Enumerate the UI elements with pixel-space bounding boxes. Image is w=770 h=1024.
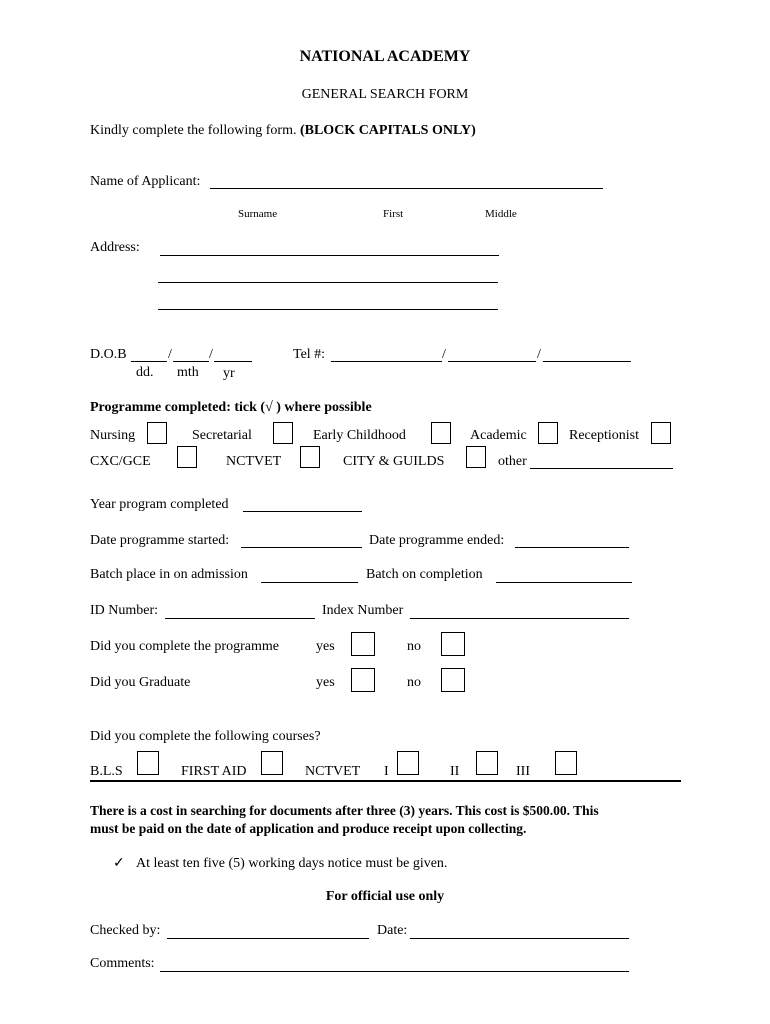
secretarial-checkbox[interactable] [273, 422, 293, 444]
early-childhood-label: Early Childhood [313, 428, 406, 443]
level-1-checkbox[interactable] [397, 751, 419, 775]
courses-question: Did you complete the following courses? [90, 729, 321, 744]
instruction-prefix: Kindly complete the following form. [90, 123, 300, 138]
batch-admission-label: Batch place in on admission [90, 567, 248, 582]
complete-programme-label: Did you complete the programme [90, 639, 279, 654]
tel-field-3[interactable] [543, 361, 631, 362]
first-aid-checkbox[interactable] [261, 751, 283, 775]
dob-separator-2: / [209, 347, 213, 362]
graduate-no-checkbox[interactable] [441, 668, 465, 692]
date-started-label: Date programme started: [90, 533, 230, 548]
graduate-label: Did you Graduate [90, 675, 191, 690]
address-line-3[interactable] [158, 309, 498, 310]
form-subtitle: GENERAL SEARCH FORM [301, 87, 469, 102]
surname-label: Surname [238, 208, 278, 220]
tel-separator-1: / [442, 347, 446, 362]
comments-label: Comments: [90, 956, 155, 971]
early-childhood-checkbox[interactable] [431, 422, 451, 444]
instruction-text [90, 123, 476, 139]
instruction-bold: (BLOCK CAPITALS ONLY) [299, 123, 476, 138]
tel-separator-2: / [537, 347, 541, 362]
dob-year-field[interactable] [214, 361, 252, 362]
address-line-1[interactable] [160, 255, 499, 256]
middle-name-label: Middle [485, 208, 517, 220]
address-label: Address: [90, 240, 140, 255]
academic-checkbox[interactable] [538, 422, 558, 444]
complete-programme-yes-checkbox[interactable] [351, 632, 375, 656]
first-name-label: First [383, 208, 404, 220]
official-use-heading: For official use only [325, 889, 445, 904]
batch-completion-field[interactable] [496, 582, 632, 583]
id-number-label: ID Number: [90, 603, 159, 618]
level-2-label: II [450, 764, 460, 779]
nursing-checkbox[interactable] [147, 422, 167, 444]
nctvet-label: NCTVET [226, 454, 282, 469]
other-label: other [498, 454, 527, 469]
index-number-field[interactable] [410, 618, 629, 619]
dob-dd-label: dd. [136, 365, 154, 380]
bls-label: B.L.S [90, 764, 123, 779]
cost-notice-line-1: There is a cost in searching for documents after three (3) years. This cost is $500.00. This [90, 803, 599, 818]
official-date-field[interactable] [410, 938, 629, 939]
complete-programme-no-label: no [407, 639, 421, 654]
bls-checkbox[interactable] [137, 751, 159, 775]
year-completed-label: Year program completed [90, 497, 229, 512]
date-started-field[interactable] [241, 547, 362, 548]
year-completed-field[interactable] [243, 511, 362, 512]
dob-yr-label: yr [223, 366, 235, 381]
dob-label: D.O.B [90, 347, 127, 362]
city-guilds-label: CITY & GUILDS [343, 454, 445, 469]
dob-mth-label: mth [177, 365, 199, 380]
dob-day-field[interactable] [131, 361, 167, 362]
cost-notice-line-2: must be paid on the date of application and produce receipt upon collecting. [90, 821, 527, 836]
secretarial-label: Secretarial [192, 428, 252, 443]
name-field[interactable] [210, 188, 603, 189]
dob-separator-1: / [168, 347, 172, 362]
tel-label: Tel #: [293, 347, 326, 362]
tel-field-2[interactable] [448, 361, 536, 362]
date-ended-field[interactable] [515, 547, 629, 548]
cxc-gce-checkbox[interactable] [177, 446, 197, 468]
receptionist-label: Receptionist [569, 428, 639, 443]
graduate-no-label: no [407, 675, 421, 690]
level-1-label: I [384, 764, 389, 779]
batch-completion-label: Batch on completion [366, 567, 483, 582]
graduate-yes-label: yes [316, 675, 335, 690]
checkmark-icon: ✓ [113, 856, 125, 871]
name-label: Name of Applicant: [90, 174, 201, 189]
page-title: NATIONAL ACADEMY [299, 48, 471, 65]
batch-admission-field[interactable] [261, 582, 358, 583]
nctvet-checkbox[interactable] [300, 446, 320, 468]
receptionist-checkbox[interactable] [651, 422, 671, 444]
academic-label: Academic [470, 428, 527, 443]
comments-field[interactable] [160, 971, 629, 972]
other-field[interactable] [530, 468, 673, 469]
complete-programme-yes-label: yes [316, 639, 335, 654]
complete-programme-no-checkbox[interactable] [441, 632, 465, 656]
nursing-label: Nursing [90, 428, 136, 443]
level-2-checkbox[interactable] [476, 751, 498, 775]
date-ended-label: Date programme ended: [369, 533, 505, 548]
dob-month-field[interactable] [173, 361, 209, 362]
nctvet-course-label: NCTVET [305, 764, 361, 779]
checked-by-label: Checked by: [90, 923, 161, 938]
id-number-field[interactable] [165, 618, 315, 619]
city-guilds-checkbox[interactable] [466, 446, 486, 468]
days-notice-text: At least ten five (5) working days notice must be given. [136, 856, 448, 871]
level-3-label: III [516, 764, 530, 779]
checked-by-field[interactable] [167, 938, 369, 939]
index-number-label: Index Number [322, 603, 404, 618]
address-line-2[interactable] [158, 282, 498, 283]
cxc-gce-label: CXC/GCE [90, 454, 151, 469]
programme-heading: Programme completed: tick (√ ) where possible [90, 400, 372, 415]
first-aid-label: FIRST AID [181, 764, 247, 779]
official-date-label: Date: [377, 923, 408, 938]
tel-field-1[interactable] [331, 361, 442, 362]
level-3-checkbox[interactable] [555, 751, 577, 775]
section-divider [90, 780, 681, 782]
graduate-yes-checkbox[interactable] [351, 668, 375, 692]
